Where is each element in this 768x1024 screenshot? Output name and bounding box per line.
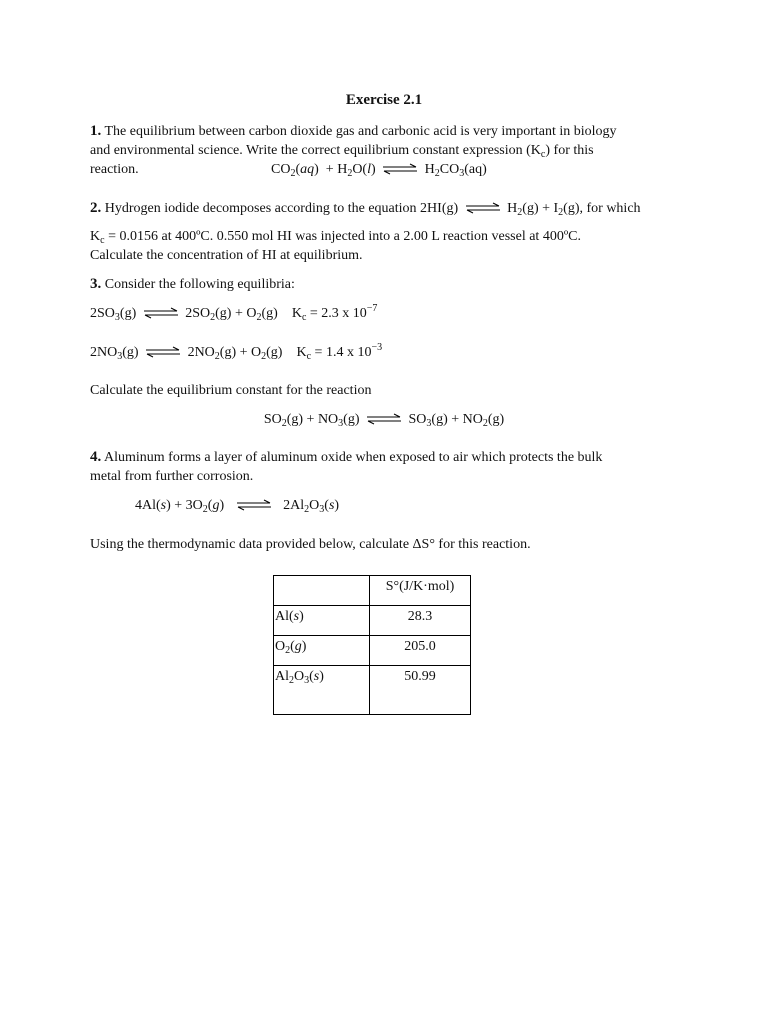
eq-term: (g) + O <box>219 345 262 360</box>
equilibrium-arrow-icon <box>145 346 181 358</box>
question-2-text: (g), for which <box>563 201 641 216</box>
subscript: 3 <box>426 418 432 429</box>
subscript: 3 <box>459 168 465 179</box>
state-label: s <box>313 669 320 684</box>
state-label: aq <box>300 162 315 177</box>
subscript: 2 <box>281 418 287 429</box>
subscript: 2 <box>434 168 440 179</box>
eq-term: (g) + NO <box>286 412 339 427</box>
question-1-line-1: The equilibrium between carbon dioxide gas and carbonic acid is very important in biology <box>104 124 617 139</box>
equilibrium-arrow-icon <box>236 499 272 511</box>
kc-symbol: K <box>291 306 302 321</box>
entropy-table <box>273 575 471 715</box>
table-row <box>274 606 471 636</box>
eq-term: 2NO <box>90 345 118 360</box>
eq-term: 2Al <box>283 498 305 513</box>
subscript: 3 <box>338 418 344 429</box>
species-text: Al( <box>275 609 294 624</box>
subscript: 2 <box>290 168 296 179</box>
subscript: c <box>540 149 546 160</box>
value-cell: 50.99 <box>370 666 471 715</box>
species-text: ) <box>301 639 307 654</box>
subscript: 2 <box>482 418 488 429</box>
state-label: s <box>328 498 335 513</box>
question-4-line-2: metal from further corrosion. <box>90 469 254 484</box>
question-4-number: 4. <box>90 449 102 465</box>
eq-term: (g) + O <box>215 306 257 321</box>
eq-term: (g) <box>261 306 278 321</box>
subscript: 2 <box>517 207 523 218</box>
species-text: O <box>294 669 305 684</box>
subscript: c <box>301 312 307 323</box>
subscript: 3 <box>114 312 120 323</box>
subscript: 3 <box>319 504 325 515</box>
eq-term: CO <box>271 162 291 177</box>
eq-term: SO <box>408 412 427 427</box>
question-2-number: 2. <box>90 200 102 216</box>
kc-symbol: K <box>296 345 307 360</box>
eq-term: + H <box>325 162 348 177</box>
species-text: O <box>275 639 286 654</box>
subscript: c <box>306 351 312 362</box>
value-cell: 28.3 <box>370 606 471 636</box>
eq-term: (g) + I <box>522 201 559 216</box>
eq-term: (g) <box>122 345 139 360</box>
question-2-line-3: Calculate the concentration of HI at equilibrium. <box>90 248 363 263</box>
state-label: s <box>160 498 167 513</box>
subscript: 2 <box>289 675 294 686</box>
question-4-equation <box>135 496 339 515</box>
subscript: 2 <box>202 504 208 515</box>
kc-value: = 2.3 x 10 <box>306 306 367 321</box>
question-3-number: 3. <box>90 276 102 292</box>
question-3-calc: Calculate the equilibrium constant for the reaction <box>90 383 372 398</box>
eq-term: ( <box>324 498 329 513</box>
exponent: −3 <box>371 342 383 353</box>
equilibrium-arrow-icon <box>366 413 402 425</box>
subscript: c <box>100 235 105 246</box>
eq-term: H <box>507 201 518 216</box>
eq-term: (aq) <box>464 162 487 177</box>
equilibrium-arrow-icon <box>465 202 501 214</box>
question-4-instruction: Using the thermodynamic data provided below, calculate ΔS° for this reaction. <box>90 537 531 552</box>
question-1-line-2: and environmental science. Write the correct equilibrium constant expression (K <box>90 143 541 158</box>
equilibrium-1 <box>90 304 377 323</box>
subscript: 2 <box>256 312 262 323</box>
target-reaction <box>0 410 768 429</box>
question-2-line-2: = 0.0156 at 400ºC. 0.550 mol HI was injected into a 2.00 L reaction vessel at 400ºC. <box>104 229 581 244</box>
state-label: l <box>367 162 371 177</box>
question-4 <box>90 448 690 486</box>
eq-term: ) <box>219 498 225 513</box>
subscript: 2 <box>210 312 216 323</box>
question-1-line-3: reaction. <box>90 162 139 177</box>
subscript: 2 <box>261 351 267 362</box>
species-cell <box>274 606 370 636</box>
eq-term: ) <box>370 162 376 177</box>
exponent: −7 <box>366 303 378 314</box>
question-1-number: 1. <box>90 123 102 139</box>
eq-term: CO <box>439 162 460 177</box>
subscript: 3 <box>117 351 123 362</box>
subscript: 2 <box>347 168 353 179</box>
eq-term: 2SO <box>185 306 211 321</box>
eq-term: ) <box>334 498 340 513</box>
species-cell <box>274 636 370 666</box>
value-cell: 205.0 <box>370 636 471 666</box>
question-3-intro <box>90 275 295 294</box>
question-2-line-1 <box>90 199 641 218</box>
species-cell <box>274 666 370 715</box>
equilibrium-2 <box>90 343 382 362</box>
question-1-line-2-end: ) for this <box>545 143 594 158</box>
subscript: 2 <box>304 504 310 515</box>
species-text: Al <box>275 669 289 684</box>
table-header-row <box>274 576 471 606</box>
eq-term: 2NO <box>187 345 215 360</box>
kc-symbol: K <box>90 229 101 244</box>
species-text: ( <box>290 639 295 654</box>
table-header-cell: S°(J/K·mol) <box>370 576 471 606</box>
question-1-equation: $CO_2(aq) + H_2O(l)$ $H_2CO_3(aq)$ <box>271 162 487 179</box>
question-3-text: Consider the following equilibria: <box>104 277 295 292</box>
eq-term: 4Al( <box>135 498 161 513</box>
table-row <box>274 666 471 715</box>
eq-term: (g) <box>343 412 360 427</box>
subscript: 2 <box>214 351 220 362</box>
state-label: g <box>294 639 302 654</box>
subscript: 2 <box>285 645 291 656</box>
state-label: g <box>212 498 220 513</box>
table-header-cell <box>274 576 370 606</box>
state-label: s <box>293 609 300 624</box>
species-text: ( <box>309 669 314 684</box>
subscript: 3 <box>304 675 310 686</box>
species-text: ) <box>299 609 304 624</box>
question-2-text: Hydrogen iodide decomposes according to the equation 2HI(g) <box>104 201 459 216</box>
question-4-line-1: Aluminum forms a layer of aluminum oxide when exposed to air which protects the bulk <box>103 450 603 465</box>
species-text: ) <box>319 669 324 684</box>
table-row <box>274 636 471 666</box>
eq-term: SO <box>263 412 282 427</box>
eq-term: O( <box>352 162 368 177</box>
equilibrium-arrow-icon <box>382 163 418 175</box>
eq-term: ( <box>207 498 213 513</box>
eq-term: H <box>424 162 435 177</box>
question-2-body <box>90 227 690 265</box>
eq-term: 2SO <box>90 306 115 321</box>
eq-term: O <box>309 498 320 513</box>
subscript: 2 <box>558 207 564 218</box>
eq-term: ) + 3O <box>166 498 203 513</box>
eq-term: (g) <box>119 306 137 321</box>
kc-value: = 1.4 x 10 <box>311 345 372 360</box>
exercise-title: Exercise 2.1 <box>345 92 423 108</box>
eq-term: (g) <box>487 412 505 427</box>
eq-term: (g) <box>266 345 283 360</box>
eq-term: (g) + NO <box>431 412 483 427</box>
equilibrium-arrow-icon <box>143 307 179 319</box>
